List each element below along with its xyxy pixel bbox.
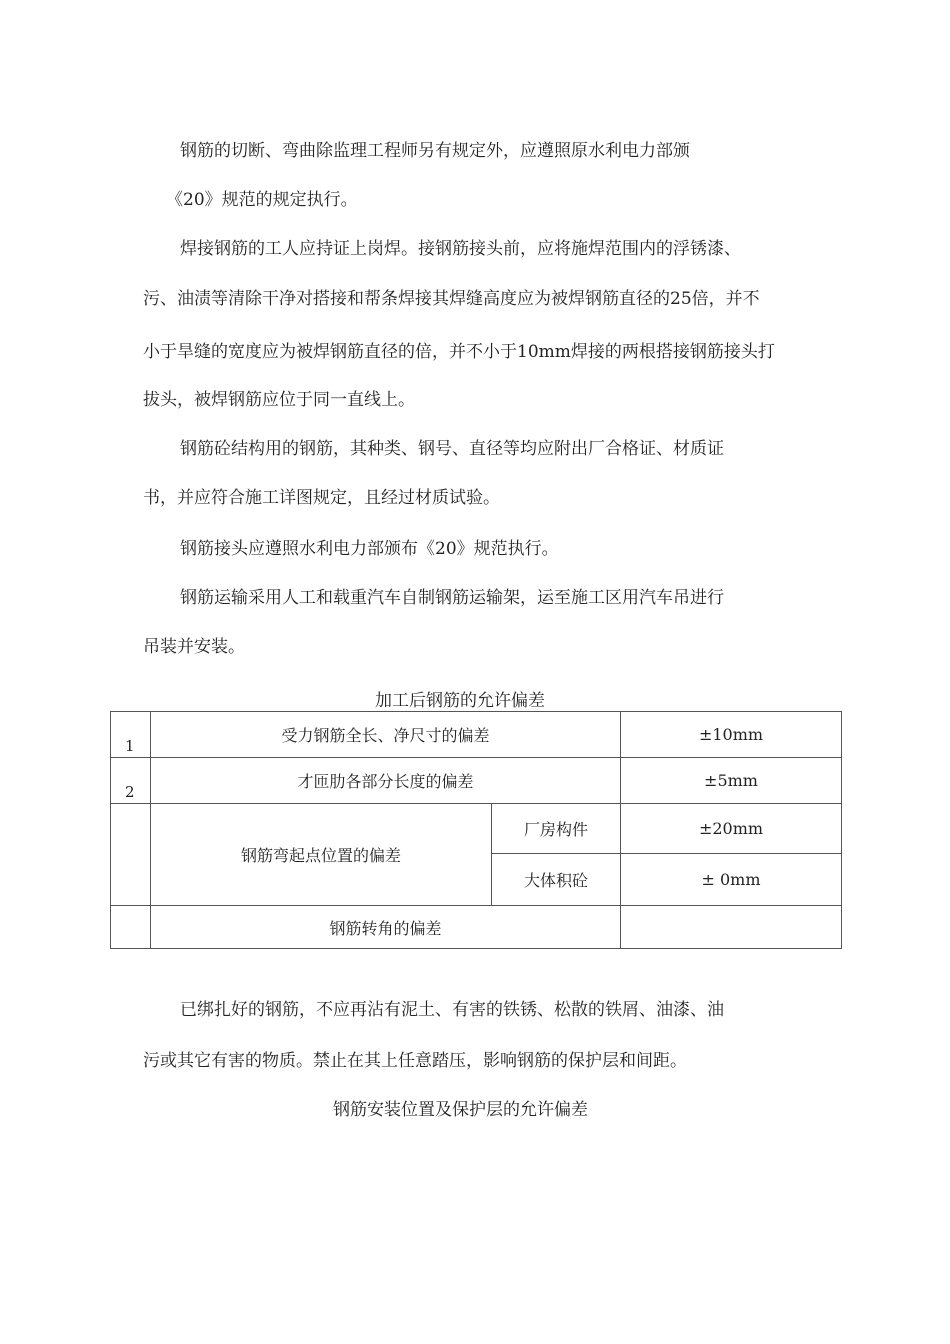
row-sub-label: 厂房构件 bbox=[492, 804, 621, 854]
row-index: 1 bbox=[111, 712, 151, 758]
paragraph-2-line-3: 小于旱缝的宽度应为被焊钢筋直径的倍，并不小于10mm焊接的两根搭接钢筋接头打 bbox=[143, 342, 775, 362]
row-value: ±20mm bbox=[621, 804, 842, 854]
row-value: ± 0mm bbox=[621, 854, 842, 906]
table-row bbox=[111, 906, 842, 949]
row-sub-label: 大体积砼 bbox=[492, 854, 621, 906]
row-index bbox=[111, 804, 151, 906]
paragraph-2-line-2: 污、油渍等清除干净对搭接和帮条焊接其焊缝高度应为被焊钢筋直径的25倍，并不 bbox=[143, 289, 760, 309]
table-row bbox=[111, 804, 842, 854]
paragraph-5-line-1: 钢筋运输采用人工和载重汽车自制钢筋运输架，运至施工区用汽车吊进行 bbox=[180, 588, 724, 608]
table-1-caption: 加工后钢筋的允许偏差 bbox=[375, 691, 545, 711]
row-value bbox=[621, 906, 842, 949]
paragraph-1-line-1: 钢筋的切断、弯曲除监理工程师另有规定外，应遵照原水利电力部颁 bbox=[180, 141, 690, 161]
paragraph-4-line-1: 钢筋接头应遵照水利电力部颁布《20》规范执行。 bbox=[180, 539, 559, 559]
paragraph-5-line-2: 吊装并安装。 bbox=[143, 637, 245, 657]
table-row bbox=[111, 758, 842, 804]
row-value: ±10mm bbox=[621, 712, 842, 758]
paragraph-3-line-1: 钢筋砼结构用的钢筋，其种类、钢号、直径等均应附出厂合格证、材质证 bbox=[180, 439, 724, 459]
paragraph-6-line-2: 污或其它有害的物质。禁止在其上任意踏压，影响钢筋的保护层和间距。 bbox=[143, 1051, 687, 1071]
row-item: 钢筋转角的偏差 bbox=[151, 906, 621, 949]
row-index bbox=[111, 906, 151, 949]
paragraph-3-line-2: 书，并应符合施工详图规定，且经过材质试验。 bbox=[143, 488, 500, 508]
table-row bbox=[111, 712, 842, 758]
row-index: 2 bbox=[111, 758, 151, 804]
paragraph-6-line-1: 已绑扎好的钢筋，不应再沾有泥土、有害的铁锈、松散的铁屑、油漆、油 bbox=[180, 1000, 724, 1020]
paragraph-2-line-4: 拔头，被焊钢筋应位于同一直线上。 bbox=[143, 390, 415, 410]
table-2-caption: 钢筋安装位置及保护层的允许偏差 bbox=[333, 1100, 588, 1120]
row-item: 受力钢筋全长、净尺寸的偏差 bbox=[151, 712, 621, 758]
row-item: 钢筋弯起点位置的偏差 bbox=[151, 804, 492, 906]
paragraph-1-line-2: 《20》规范的规定执行。 bbox=[166, 190, 358, 210]
tolerance-table bbox=[110, 711, 842, 949]
paragraph-2-line-1: 焊接钢筋的工人应持证上岗焊。接钢筋接头前，应将施焊范围内的浮锈漆、 bbox=[180, 239, 741, 259]
row-value: ±5mm bbox=[621, 758, 842, 804]
row-item: 才匝肋各部分长度的偏差 bbox=[151, 758, 621, 804]
